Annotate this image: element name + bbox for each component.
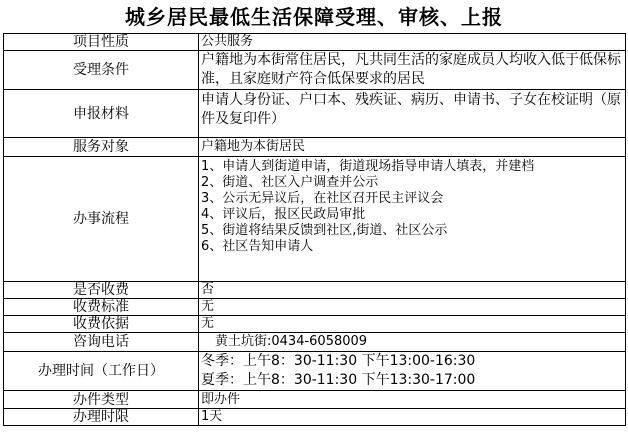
process-step: 5、街道将结果反馈到社区,街道、社区公示: [201, 223, 448, 238]
table-row-fee-basis: [4, 316, 626, 333]
row-value-text: 户籍地为本街常住居民，凡共同生活的家庭成员人均收入低于低保标准，且家庭财产符合低保要求的居民: [201, 52, 621, 87]
table-row-hours: [4, 352, 626, 391]
table-row-phone: [4, 333, 626, 352]
row-value: 1天: [199, 409, 626, 426]
row-value: [199, 157, 626, 282]
row-value: 户籍地为本街居民: [199, 138, 626, 157]
table-row-materials: [4, 90, 626, 138]
row-value-text: 申请人身份证、户口本、残疾证、病历、申请书、子女在校证明（原件及复印件）: [201, 92, 621, 127]
hours-line: 冬季：上午8：30-11:30 下午13:00-16:30: [201, 353, 476, 369]
row-label: 是否收费: [4, 282, 199, 299]
row-label: 办理时间（工作日）: [4, 352, 199, 391]
process-step: 6、社区告知申请人: [201, 239, 314, 254]
row-value: [199, 90, 626, 138]
row-label: 服务对象: [4, 138, 199, 157]
table-row-fee: [4, 282, 626, 299]
table-row-process: [4, 157, 626, 282]
table-row-nature: [4, 34, 626, 51]
row-value: 即办件: [199, 391, 626, 409]
row-value: [199, 51, 626, 90]
table-row-time-limit: [4, 409, 626, 426]
row-label: 咨询电话: [4, 333, 199, 352]
row-value: [199, 352, 626, 391]
process-step: 3、公示无异议后，在社区召开民主评议会: [201, 191, 444, 206]
row-value: 否: [199, 282, 626, 299]
process-step: 4、评议后，报区民政局审批: [201, 207, 366, 222]
row-label: 收费标准: [4, 299, 199, 316]
row-label: 项目性质: [4, 34, 199, 51]
table-row-conditions: [4, 51, 626, 90]
table-row-type: [4, 391, 626, 409]
row-label: 受理条件: [4, 51, 199, 90]
hours-line: 夏季：上午8：30-11:30 下午13:30-17:00: [201, 372, 476, 388]
table-row-target: [4, 138, 626, 157]
row-label: 办理时限: [4, 409, 199, 426]
row-value: 无: [199, 299, 626, 316]
row-label: 办事流程: [4, 157, 199, 282]
page-title: 城乡居民最低生活保障受理、审核、上报: [125, 5, 503, 29]
row-label: 申报材料: [4, 90, 199, 138]
info-table: [3, 33, 626, 426]
process-step: 2、街道、社区入户调查并公示: [201, 175, 379, 190]
process-step: 1、申请人到街道申请，街道现场指导申请人填表，并建档: [201, 159, 535, 174]
table-row-fee-standard: [4, 299, 626, 316]
row-value: 黄土坑街:0434-6058009: [199, 333, 626, 352]
row-label: 办件类型: [4, 391, 199, 409]
document-sheet: [3, 2, 625, 440]
row-value: 无: [199, 316, 626, 333]
row-label: 收费依据: [4, 316, 199, 333]
row-value: 公共服务: [199, 34, 626, 51]
